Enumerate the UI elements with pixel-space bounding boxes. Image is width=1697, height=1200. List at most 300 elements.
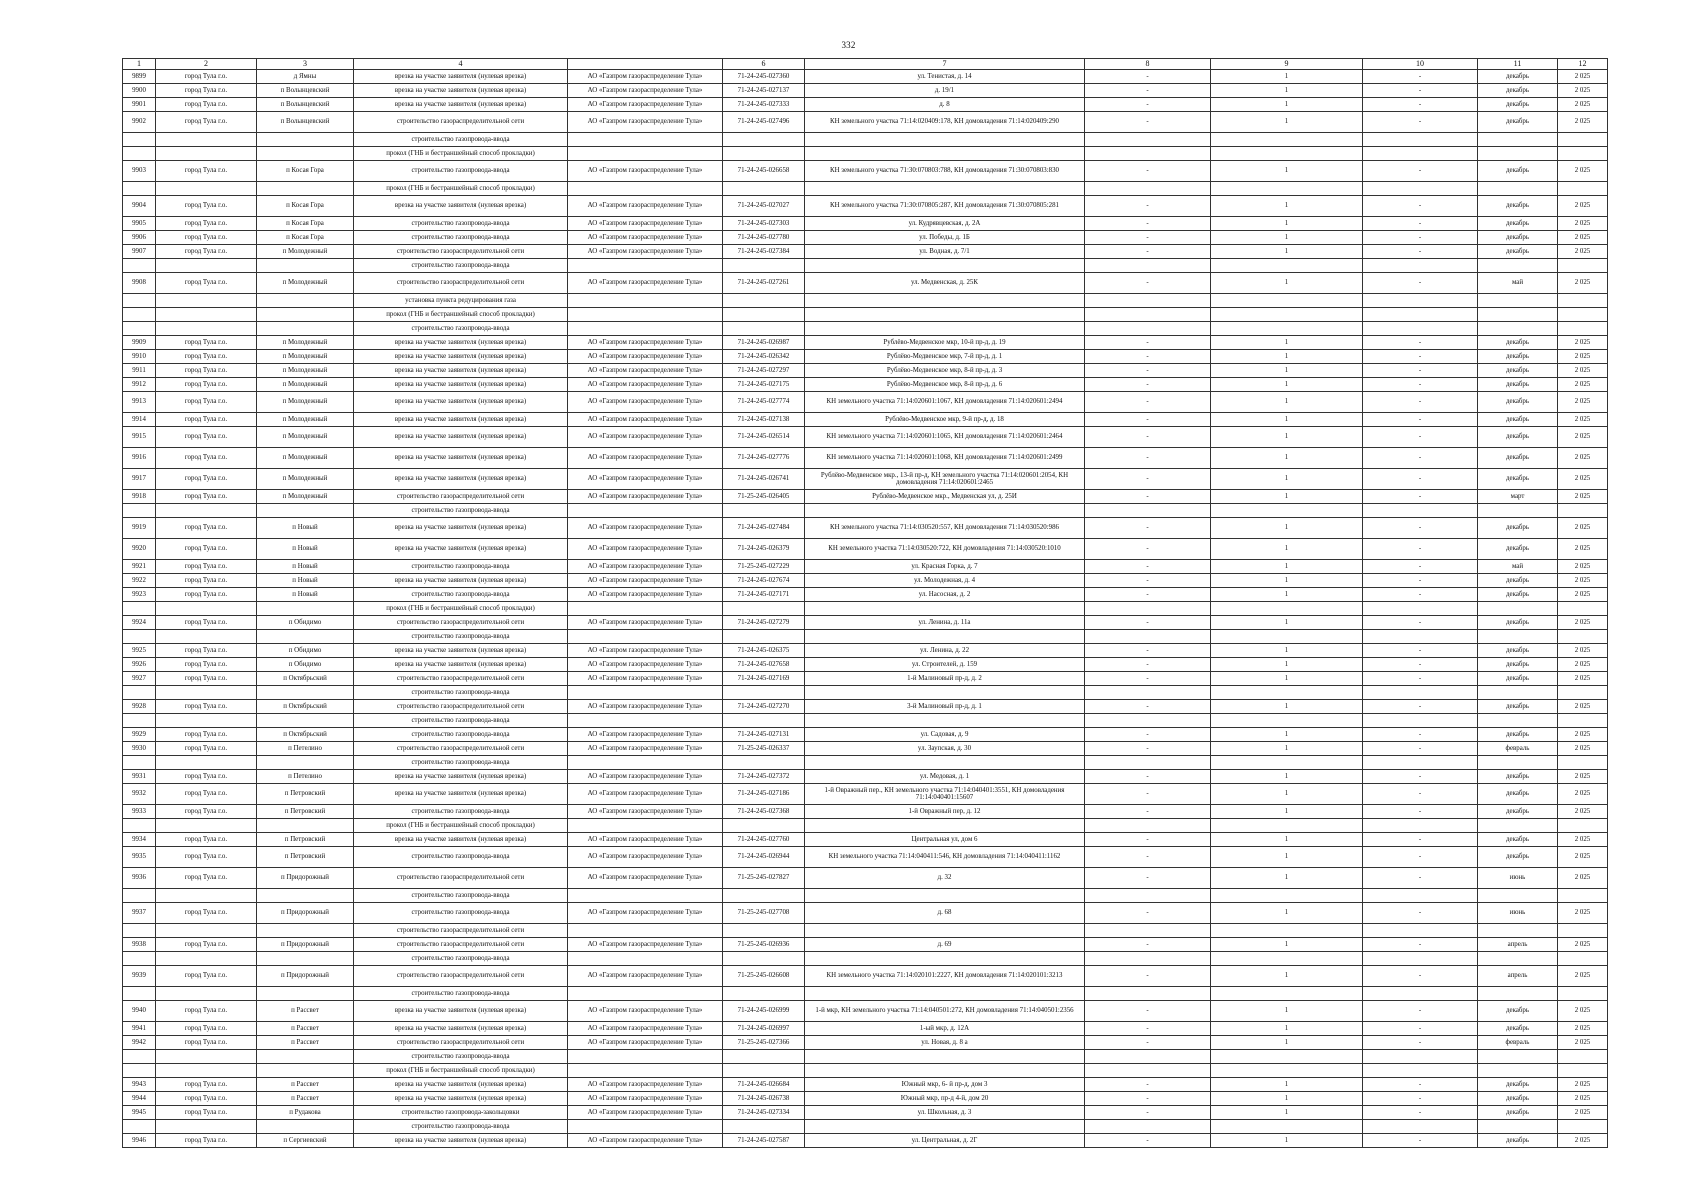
- col-10-cell: -: [1363, 378, 1478, 392]
- col-10-cell: -: [1363, 490, 1478, 504]
- col-8-cell: [1085, 924, 1211, 938]
- col-10-cell: -: [1363, 98, 1478, 112]
- tech-conditions-number-cell: 71-25-245-026936: [723, 938, 805, 952]
- year-cell: [1558, 147, 1608, 161]
- address-cell: [805, 819, 1085, 833]
- table-row: [123, 273, 1608, 294]
- organization-cell: АО «Газпром газораспределение Тула»: [568, 1001, 723, 1022]
- year-cell: 2 025: [1558, 413, 1608, 427]
- year-cell: 2 025: [1558, 112, 1608, 133]
- municipality-cell: город Тула г.о.: [156, 1092, 257, 1106]
- table-row: [123, 336, 1608, 350]
- row-number-cell: [123, 1050, 156, 1064]
- year-cell: 2 025: [1558, 427, 1608, 448]
- address-cell: ул. Медвенская, д. 25К: [805, 273, 1085, 294]
- column-header: [568, 59, 723, 70]
- table-row: [123, 602, 1608, 616]
- col-8-cell: [1085, 630, 1211, 644]
- month-cell: декабрь: [1478, 112, 1558, 133]
- work-type-cell: врезка на участке заявителя (нулевая врезка): [354, 427, 568, 448]
- tech-conditions-number-cell: 71-24-245-026997: [723, 1022, 805, 1036]
- column-header: 9: [1211, 59, 1363, 70]
- tech-conditions-number-cell: 71-24-245-027496: [723, 112, 805, 133]
- col-9-cell: 1: [1211, 805, 1363, 819]
- year-cell: 2 025: [1558, 1134, 1608, 1148]
- col-9-cell: 1: [1211, 938, 1363, 952]
- work-type-cell: врезка на участке заявителя (нулевая врезка): [354, 1134, 568, 1148]
- settlement-cell: [257, 294, 354, 308]
- col-10-cell: -: [1363, 413, 1478, 427]
- address-cell: ул. Красная Горка, д. 7: [805, 560, 1085, 574]
- tech-conditions-number-cell: [723, 1064, 805, 1078]
- row-number-cell: 9919: [123, 518, 156, 539]
- row-number-cell: 9907: [123, 245, 156, 259]
- row-number-cell: [123, 504, 156, 518]
- table-row: [123, 770, 1608, 784]
- month-cell: декабрь: [1478, 644, 1558, 658]
- col-8-cell: [1085, 504, 1211, 518]
- col-8-cell: -: [1085, 469, 1211, 490]
- settlement-cell: п Молодежный: [257, 273, 354, 294]
- municipality-cell: город Тула г.о.: [156, 98, 257, 112]
- table-row: [123, 322, 1608, 336]
- table-row: [123, 952, 1608, 966]
- month-cell: [1478, 714, 1558, 728]
- settlement-cell: [257, 259, 354, 273]
- table-row: [123, 1106, 1608, 1120]
- municipality-cell: город Тула г.о.: [156, 245, 257, 259]
- table-row: [123, 924, 1608, 938]
- settlement-cell: п Новый: [257, 560, 354, 574]
- municipality-cell: [156, 924, 257, 938]
- address-cell: 1-й Малиновый пр-д, д. 2: [805, 672, 1085, 686]
- month-cell: декабрь: [1478, 448, 1558, 469]
- organization-cell: АО «Газпром газораспределение Тула»: [568, 938, 723, 952]
- address-cell: Рублёво-Медвенское мкр, 8-й пр-д, д. 6: [805, 378, 1085, 392]
- table-row: [123, 504, 1608, 518]
- settlement-cell: п Волынцевский: [257, 84, 354, 98]
- col-9-cell: 1: [1211, 644, 1363, 658]
- row-number-cell: 9917: [123, 469, 156, 490]
- col-9-cell: [1211, 987, 1363, 1001]
- work-type-cell: врезка на участке заявителя (нулевая врезка): [354, 770, 568, 784]
- table-row: [123, 1050, 1608, 1064]
- settlement-cell: [257, 308, 354, 322]
- col-8-cell: [1085, 182, 1211, 196]
- col-10-cell: -: [1363, 700, 1478, 714]
- municipality-cell: город Тула г.о.: [156, 217, 257, 231]
- col-9-cell: 1: [1211, 966, 1363, 987]
- year-cell: [1558, 133, 1608, 147]
- row-number-cell: 9937: [123, 903, 156, 924]
- table-row: [123, 112, 1608, 133]
- col-10-cell: [1363, 259, 1478, 273]
- col-8-cell: -: [1085, 448, 1211, 469]
- table-row: [123, 630, 1608, 644]
- table-body: [123, 70, 1608, 1148]
- page-number: 332: [841, 40, 856, 50]
- work-type-cell: врезка на участке заявителя (нулевая врезка): [354, 350, 568, 364]
- organization-cell: АО «Газпром газораспределение Тула»: [568, 84, 723, 98]
- col-10-cell: -: [1363, 539, 1478, 560]
- month-cell: декабрь: [1478, 574, 1558, 588]
- col-10-cell: -: [1363, 70, 1478, 84]
- month-cell: [1478, 294, 1558, 308]
- year-cell: 2 025: [1558, 742, 1608, 756]
- year-cell: 2 025: [1558, 588, 1608, 602]
- address-cell: [805, 259, 1085, 273]
- col-9-cell: [1211, 714, 1363, 728]
- organization-cell: АО «Газпром газораспределение Тула»: [568, 770, 723, 784]
- year-cell: 2 025: [1558, 805, 1608, 819]
- table-row: [123, 1120, 1608, 1134]
- month-cell: декабрь: [1478, 196, 1558, 217]
- col-10-cell: -: [1363, 392, 1478, 413]
- column-header: 6: [723, 59, 805, 70]
- tech-conditions-number-cell: 71-24-245-026999: [723, 1001, 805, 1022]
- year-cell: [1558, 987, 1608, 1001]
- address-cell: Рублёво-Медвенское мкр, 10-й пр-д, д. 19: [805, 336, 1085, 350]
- settlement-cell: п Петелино: [257, 742, 354, 756]
- row-number-cell: 9943: [123, 1078, 156, 1092]
- year-cell: 2 025: [1558, 84, 1608, 98]
- work-type-cell: строительство газопровода-ввода: [354, 714, 568, 728]
- year-cell: [1558, 602, 1608, 616]
- month-cell: [1478, 889, 1558, 903]
- organization-cell: АО «Газпром газораспределение Тула»: [568, 112, 723, 133]
- col-8-cell: -: [1085, 392, 1211, 413]
- address-cell: Центральная ул, дом 6: [805, 833, 1085, 847]
- address-cell: ул. Центральная, д. 2Г: [805, 1134, 1085, 1148]
- municipality-cell: город Тула г.о.: [156, 868, 257, 889]
- table-row: [123, 658, 1608, 672]
- col-10-cell: -: [1363, 161, 1478, 182]
- work-type-cell: врезка на участке заявителя (нулевая врезка): [354, 1001, 568, 1022]
- col-10-cell: -: [1363, 805, 1478, 819]
- municipality-cell: город Тула г.о.: [156, 427, 257, 448]
- row-number-cell: 9927: [123, 672, 156, 686]
- col-9-cell: 1: [1211, 413, 1363, 427]
- column-header: 8: [1085, 59, 1211, 70]
- col-10-cell: [1363, 308, 1478, 322]
- organization-cell: [568, 630, 723, 644]
- address-cell: [805, 182, 1085, 196]
- table-row: [123, 847, 1608, 868]
- month-cell: декабрь: [1478, 805, 1558, 819]
- col-10-cell: -: [1363, 518, 1478, 539]
- col-9-cell: 1: [1211, 392, 1363, 413]
- col-9-cell: [1211, 1050, 1363, 1064]
- data-table: [122, 58, 1608, 1148]
- address-cell: КН земельного участка 71:30:070805:287, КН домовладения 71:30:070805:281: [805, 196, 1085, 217]
- tech-conditions-number-cell: [723, 308, 805, 322]
- work-type-cell: строительство газопровода-ввода: [354, 728, 568, 742]
- work-type-cell: строительство газопровода-ввода: [354, 847, 568, 868]
- organization-cell: АО «Газпром газораспределение Тула»: [568, 658, 723, 672]
- col-8-cell: [1085, 308, 1211, 322]
- municipality-cell: город Тула г.о.: [156, 161, 257, 182]
- col-9-cell: 1: [1211, 217, 1363, 231]
- address-cell: ул. Заупская, д. 30: [805, 742, 1085, 756]
- tech-conditions-number-cell: [723, 602, 805, 616]
- work-type-cell: строительство газопровода-ввода: [354, 1120, 568, 1134]
- organization-cell: АО «Газпром газораспределение Тула»: [568, 413, 723, 427]
- address-cell: КН земельного участка 71:14:020601:1065, КН домовладения 71:14:020601:2464: [805, 427, 1085, 448]
- tech-conditions-number-cell: 71-25-245-026405: [723, 490, 805, 504]
- table-row: [123, 805, 1608, 819]
- year-cell: 2 025: [1558, 728, 1608, 742]
- year-cell: 2 025: [1558, 245, 1608, 259]
- row-number-cell: 9944: [123, 1092, 156, 1106]
- row-number-cell: 9903: [123, 161, 156, 182]
- col-9-cell: 1: [1211, 1106, 1363, 1120]
- tech-conditions-number-cell: 71-25-245-027708: [723, 903, 805, 924]
- row-number-cell: 9920: [123, 539, 156, 560]
- organization-cell: [568, 714, 723, 728]
- row-number-cell: 9899: [123, 70, 156, 84]
- row-number-cell: 9922: [123, 574, 156, 588]
- month-cell: июнь: [1478, 868, 1558, 889]
- tech-conditions-number-cell: [723, 182, 805, 196]
- month-cell: [1478, 133, 1558, 147]
- municipality-cell: город Тула г.о.: [156, 336, 257, 350]
- municipality-cell: [156, 987, 257, 1001]
- tech-conditions-number-cell: [723, 987, 805, 1001]
- organization-cell: АО «Газпром газораспределение Тула»: [568, 70, 723, 84]
- row-number-cell: [123, 147, 156, 161]
- work-type-cell: установка пункта редуцирования газа: [354, 294, 568, 308]
- col-9-cell: 1: [1211, 245, 1363, 259]
- col-10-cell: -: [1363, 770, 1478, 784]
- year-cell: 2 025: [1558, 868, 1608, 889]
- work-type-cell: строительство газораспределительной сети: [354, 868, 568, 889]
- row-number-cell: [123, 1064, 156, 1078]
- month-cell: декабрь: [1478, 364, 1558, 378]
- row-number-cell: 9912: [123, 378, 156, 392]
- row-number-cell: [123, 259, 156, 273]
- col-10-cell: -: [1363, 469, 1478, 490]
- month-cell: декабрь: [1478, 847, 1558, 868]
- year-cell: 2 025: [1558, 938, 1608, 952]
- col-8-cell: -: [1085, 98, 1211, 112]
- col-10-cell: [1363, 952, 1478, 966]
- col-9-cell: 1: [1211, 1036, 1363, 1050]
- col-9-cell: 1: [1211, 112, 1363, 133]
- year-cell: 2 025: [1558, 364, 1608, 378]
- month-cell: декабрь: [1478, 350, 1558, 364]
- col-8-cell: -: [1085, 518, 1211, 539]
- year-cell: [1558, 819, 1608, 833]
- address-cell: 1-ый мкр, д. 12А: [805, 1022, 1085, 1036]
- year-cell: 2 025: [1558, 658, 1608, 672]
- col-8-cell: -: [1085, 231, 1211, 245]
- col-10-cell: [1363, 504, 1478, 518]
- work-type-cell: врезка на участке заявителя (нулевая врезка): [354, 644, 568, 658]
- address-cell: Рублёво-Медвенское мкр., Медвенская ул, д. 25И: [805, 490, 1085, 504]
- work-type-cell: врезка на участке заявителя (нулевая врезка): [354, 98, 568, 112]
- tech-conditions-number-cell: 71-24-245-027776: [723, 448, 805, 469]
- month-cell: февраль: [1478, 742, 1558, 756]
- col-10-cell: -: [1363, 616, 1478, 630]
- municipality-cell: город Тула г.о.: [156, 70, 257, 84]
- address-cell: ул. Ленина, д. 11а: [805, 616, 1085, 630]
- col-10-cell: [1363, 1064, 1478, 1078]
- municipality-cell: город Тула г.о.: [156, 700, 257, 714]
- col-10-cell: -: [1363, 196, 1478, 217]
- col-8-cell: -: [1085, 84, 1211, 98]
- col-8-cell: -: [1085, 350, 1211, 364]
- work-type-cell: строительство газораспределительной сети: [354, 616, 568, 630]
- col-9-cell: 1: [1211, 350, 1363, 364]
- municipality-cell: город Тула г.о.: [156, 413, 257, 427]
- year-cell: 2 025: [1558, 217, 1608, 231]
- municipality-cell: город Тула г.о.: [156, 1078, 257, 1092]
- organization-cell: АО «Газпром газораспределение Тула»: [568, 784, 723, 805]
- col-9-cell: 1: [1211, 231, 1363, 245]
- organization-cell: АО «Газпром газораспределение Тула»: [568, 742, 723, 756]
- year-cell: 2 025: [1558, 336, 1608, 350]
- col-9-cell: [1211, 133, 1363, 147]
- year-cell: [1558, 1120, 1608, 1134]
- year-cell: 2 025: [1558, 966, 1608, 987]
- municipality-cell: город Тула г.о.: [156, 588, 257, 602]
- address-cell: [805, 1064, 1085, 1078]
- work-type-cell: прокол (ГНБ и бестраншейный способ прокладки): [354, 308, 568, 322]
- organization-cell: АО «Газпром газораспределение Тула»: [568, 336, 723, 350]
- col-10-cell: [1363, 714, 1478, 728]
- settlement-cell: п Косая Гора: [257, 217, 354, 231]
- row-number-cell: [123, 630, 156, 644]
- settlement-cell: п Петровский: [257, 833, 354, 847]
- tech-conditions-number-cell: [723, 889, 805, 903]
- work-type-cell: врезка на участке заявителя (нулевая врезка): [354, 392, 568, 413]
- month-cell: [1478, 756, 1558, 770]
- settlement-cell: [257, 924, 354, 938]
- work-type-cell: строительство газораспределительной сети: [354, 742, 568, 756]
- address-cell: ул. Молодежная, д. 4: [805, 574, 1085, 588]
- tech-conditions-number-cell: [723, 819, 805, 833]
- table-row: [123, 784, 1608, 805]
- month-cell: декабрь: [1478, 658, 1558, 672]
- address-cell: 1-й Овражный пер., КН земельного участка 71:14:040401:3551, КН домовладения 71:14:040401:15607: [805, 784, 1085, 805]
- year-cell: 2 025: [1558, 161, 1608, 182]
- settlement-cell: п Петелино: [257, 770, 354, 784]
- tech-conditions-number-cell: [723, 630, 805, 644]
- table-row: [123, 644, 1608, 658]
- tech-conditions-number-cell: 71-24-245-027303: [723, 217, 805, 231]
- settlement-cell: п Петровский: [257, 805, 354, 819]
- col-10-cell: -: [1363, 966, 1478, 987]
- organization-cell: АО «Газпром газораспределение Тула»: [568, 378, 723, 392]
- work-type-cell: строительство газораспределительной сети: [354, 273, 568, 294]
- month-cell: [1478, 686, 1558, 700]
- tech-conditions-number-cell: [723, 322, 805, 336]
- col-10-cell: -: [1363, 84, 1478, 98]
- col-9-cell: 1: [1211, 161, 1363, 182]
- year-cell: [1558, 504, 1608, 518]
- tech-conditions-number-cell: 71-24-245-026741: [723, 469, 805, 490]
- organization-cell: АО «Газпром газораспределение Тула»: [568, 1036, 723, 1050]
- table-row: [123, 1078, 1608, 1092]
- address-cell: [805, 602, 1085, 616]
- address-cell: [805, 504, 1085, 518]
- work-type-cell: врезка на участке заявителя (нулевая врезка): [354, 336, 568, 350]
- table-row: [123, 70, 1608, 84]
- col-10-cell: -: [1363, 868, 1478, 889]
- month-cell: [1478, 602, 1558, 616]
- municipality-cell: город Тула г.о.: [156, 560, 257, 574]
- col-10-cell: -: [1363, 427, 1478, 448]
- work-type-cell: врезка на участке заявителя (нулевая врезка): [354, 70, 568, 84]
- row-number-cell: 9911: [123, 364, 156, 378]
- work-type-cell: строительство газопровода-ввода: [354, 903, 568, 924]
- col-10-cell: [1363, 987, 1478, 1001]
- col-10-cell: -: [1363, 448, 1478, 469]
- settlement-cell: [257, 1064, 354, 1078]
- month-cell: декабрь: [1478, 1106, 1558, 1120]
- month-cell: декабрь: [1478, 245, 1558, 259]
- table-row: [123, 413, 1608, 427]
- col-8-cell: -: [1085, 770, 1211, 784]
- month-cell: декабрь: [1478, 588, 1558, 602]
- year-cell: 2 025: [1558, 784, 1608, 805]
- col-10-cell: -: [1363, 1078, 1478, 1092]
- table-row: [123, 364, 1608, 378]
- tech-conditions-number-cell: 71-25-245-027229: [723, 560, 805, 574]
- month-cell: декабрь: [1478, 518, 1558, 539]
- month-cell: декабрь: [1478, 784, 1558, 805]
- row-number-cell: 9941: [123, 1022, 156, 1036]
- month-cell: декабрь: [1478, 336, 1558, 350]
- settlement-cell: п Молодежный: [257, 350, 354, 364]
- col-9-cell: 1: [1211, 616, 1363, 630]
- month-cell: декабрь: [1478, 616, 1558, 630]
- work-type-cell: строительство газопровода-ввода: [354, 231, 568, 245]
- month-cell: [1478, 819, 1558, 833]
- month-cell: [1478, 987, 1558, 1001]
- work-type-cell: строительство газопровода-ввода: [354, 1050, 568, 1064]
- organization-cell: АО «Газпром газораспределение Тула»: [568, 518, 723, 539]
- month-cell: декабрь: [1478, 70, 1558, 84]
- table-row: [123, 217, 1608, 231]
- municipality-cell: [156, 133, 257, 147]
- tech-conditions-number-cell: 71-24-245-026944: [723, 847, 805, 868]
- col-8-cell: -: [1085, 1078, 1211, 1092]
- settlement-cell: п Молодежный: [257, 245, 354, 259]
- column-header: 4: [354, 59, 568, 70]
- column-header: 10: [1363, 59, 1478, 70]
- col-10-cell: [1363, 182, 1478, 196]
- settlement-cell: п Рассвет: [257, 1001, 354, 1022]
- col-10-cell: -: [1363, 644, 1478, 658]
- work-type-cell: врезка на участке заявителя (нулевая врезка): [354, 518, 568, 539]
- row-number-cell: 9933: [123, 805, 156, 819]
- col-8-cell: -: [1085, 1092, 1211, 1106]
- col-8-cell: -: [1085, 700, 1211, 714]
- col-9-cell: 1: [1211, 1022, 1363, 1036]
- municipality-cell: город Тула г.о.: [156, 231, 257, 245]
- settlement-cell: [257, 756, 354, 770]
- work-type-cell: врезка на участке заявителя (нулевая врезка): [354, 658, 568, 672]
- col-9-cell: [1211, 294, 1363, 308]
- row-number-cell: [123, 1120, 156, 1134]
- month-cell: декабрь: [1478, 427, 1558, 448]
- col-9-cell: 1: [1211, 1092, 1363, 1106]
- col-8-cell: -: [1085, 490, 1211, 504]
- table-row: [123, 161, 1608, 182]
- settlement-cell: [257, 889, 354, 903]
- col-8-cell: -: [1085, 805, 1211, 819]
